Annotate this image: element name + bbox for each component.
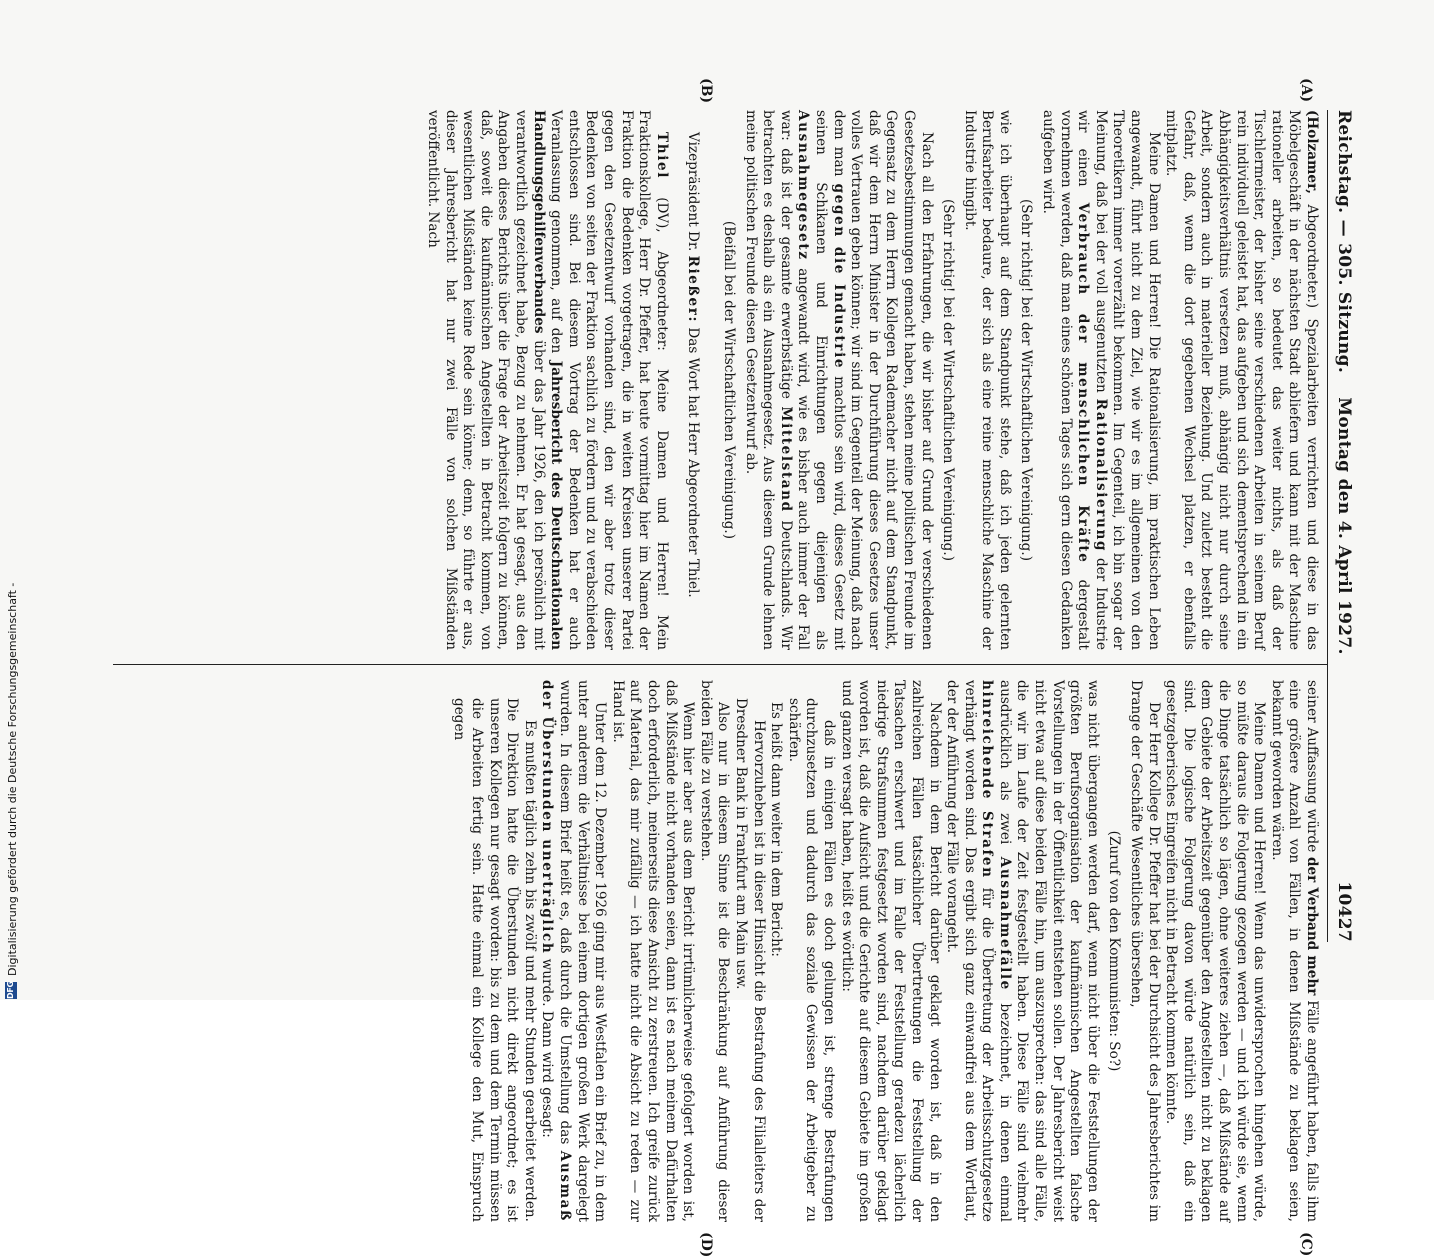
margin-letter-b: (B) bbox=[698, 78, 714, 104]
interjection: (Beifall bei der Wirtschaftlichen Vereinigung.) bbox=[721, 220, 737, 540]
president-title: Vizepräsident Dr. bbox=[685, 132, 702, 252]
paragraph-text: Unter dem 12. Dezember 1926 ging mir aus Westfalen ein Brief zu, in dem unter anderem die Verhältnisse bei einem dortigen großen Werk dargelegt wurden. In diesem Brief heißt es, daß durch die Umstellung das bbox=[557, 680, 609, 1222]
margin-letter-a: (A) bbox=[1298, 78, 1314, 103]
paragraph-text: seiner Auffassung würde bbox=[1304, 680, 1320, 853]
paragraph bbox=[1267, 680, 1320, 1222]
paragraph bbox=[741, 110, 935, 650]
speaker-name: Thiel bbox=[653, 132, 670, 179]
speaker-role: Abgeordneter.) bbox=[1304, 204, 1320, 309]
paragraph bbox=[943, 680, 1101, 1222]
page-number: 10427 bbox=[1334, 881, 1354, 942]
header-date: Montag den 4. April 1927. bbox=[1334, 397, 1354, 655]
paragraph bbox=[1039, 110, 1162, 650]
paragraph-text: dergestalt vornehmen werden, daß man eines schönen Tages sich gern diesen Gedanken aufgeben wird. bbox=[1040, 110, 1092, 650]
paragraph bbox=[538, 680, 608, 1222]
emphasis: der Verband mehr bbox=[1304, 856, 1320, 996]
interjection: (Zuruf von den Kommunisten: So?) bbox=[1106, 830, 1123, 1072]
paragraph-text: Das Wort hat Herr Abgeordneter Thiel. bbox=[685, 327, 702, 598]
paragraph: Also nur in diesem Sinne ist die Beschränkung auf Anführung dieser beiden Fälle zu verstehen. bbox=[697, 680, 732, 1222]
paragraph: Der Herr Kollege Dr. Pfeffer hat bei der Durchsicht des Jahresberichtes im Drange der Geschäfte Wesentliches übersehen, bbox=[1128, 680, 1162, 1222]
paragraph-text: der Industrie wir einen bbox=[1075, 110, 1109, 651]
credit-text: Digitalisierung gefördert durch die Deutsche Forschungsgemeinschaft - bbox=[6, 582, 19, 976]
paragraph-text: wurde. Dann wird gesagt: bbox=[539, 958, 556, 1138]
paragraph-text: machtlos sein wird, dieses Gesetz mit seinen Schikanen und Einrichtungen gegen diejenigen als bbox=[812, 110, 847, 650]
quote: Es mußten täglich zehn bis zwölf und mehr Stunden gearbeitet werden. Die Direktion hatte die Überstunden nicht direkt angeordnet; es ist unseren Kollegen nur gesagt worden: bis zu dem und dem Termin müssen die Arbeiten fertig sein. Hatte einmal ein Kollege den Mut, Einspruch gegen bbox=[451, 698, 538, 1222]
paragraph: Meine Damen und Herren! Wenn das unwidersprochen hingehen würde, so müßte daraus die Folgerung gezogen werden — und ich würde sie, wenn die Dinge tatsächlich so lägen, ohne weiteres ziehen —, daß Mißstände auf dem Gebiete der Arbeitszeit gegenüber den Angestellten nicht zu beklagen sind. Die logische Folgerung davon würde natürlich sein, daß ein gesetzgeberisches Eingreifen nicht in Betracht kommen könnte. bbox=[1163, 680, 1268, 1222]
margin-letter-d: (D) bbox=[698, 1232, 714, 1257]
quote: daß in einigen Fällen es doch gelungen ist, strenge Bestrafungen durchzusetzen und dadurch das soziale Gewissen der Arbeitgeber zu schärfen. bbox=[785, 698, 837, 1222]
paragraph bbox=[684, 110, 702, 650]
emphasis: Mittelstand bbox=[777, 406, 794, 513]
emphasis: Verbrauch der menschlichen Kräfte bbox=[1075, 202, 1092, 564]
emphasis: Ausnahmegesetz bbox=[795, 110, 812, 261]
paragraph-text: Nach all den Erfahrungen, die wir bisher auf Grund der verschiedenen Gesetzesbestimmungen gemacht haben, stehen meine politischen Freunde im Gegensatz zu dem Herrn Kollegen Rademacher nicht auf dem Standpunkt, daß wir dem Herrn Minister in der Durchführung dieses Gesetzes unser volles Vertrauen geben können; wir sind im Gegenteil der Meinung, daß nach dem man bbox=[830, 110, 935, 650]
paragraph-text: (DV), Abgeordneter: Meine Damen und Herren! Mein Fraktionskollege, Herr Dr. Pfeffer, hat heute vormittag hier im Namen der Fraktion die Bedenken vorgetragen, die in weiten Kreisen unserer Partei gegen den Gesetzentwurf vorhanden sind, den wir aber trotz dieser Bedenken von seiten der Fraktion sachlich zu fördern und zu verabschieden entschlossen sind. Bei diesem Vortrag der Bedenken hat er auch Veranlassung genommen, auf den bbox=[548, 110, 670, 651]
paragraph-text: über das Jahr 1926, den ich persönlich mit verantwortlich gezeichnet habe, Bezug zu nehmen. Er hat gesagt, aus den Angaben dieses Berichts über die Frage der Arbeitszeit folgern zu können, daß, soweit die kaufmännischen Angestellten in Betracht kommen, von wesentlichen Mißständen keine Rede sein könne; denn, so führte er aus, dieser Jahresbericht hat nur zwei Fälle von solchen Mißständen veröffentlicht. Nach bbox=[425, 110, 547, 650]
paragraph-text: was nicht übergangen werden darf, wenn nicht über die Feststellungen der größten Berufsorganisation der kaufmännischen Angestellten falsche Vorstellungen in der Öffentlichkeit entstehen sollen. Der Jahresbericht weist nicht etwa auf diese beiden Fälle hin, um auszusprechen: das sind alle Fälle, die wir im Laufe der Zeit festgestellt haben. Diese Fälle sind vielmehr ausdrücklich als zwei bbox=[996, 680, 1101, 1222]
paragraph-text: Deutschlands. Wir betrachten es deshalb als ein Ausnahmegesetz. Aus diesem Grunde lehnen meine politischen Freunde diesen Gesetzentwurf ab. bbox=[742, 110, 794, 651]
emphasis: Jahresbericht des Deutschnationalen Handlungsgehilfenverbandes bbox=[530, 110, 565, 651]
column-divider bbox=[113, 664, 1328, 665]
paragraph-text: Fälle angeführt haben, falls ihm eine größere Anzahl von Fällen, in denen Mißstände zu beklagen seien, bekannt geworden wären. bbox=[1268, 680, 1320, 1223]
president-name: Rießer: bbox=[685, 255, 702, 324]
emphasis: Ausmaß der Überstunden unerträglich bbox=[539, 680, 574, 1222]
paragraph: wie ich überhaupt auf dem Standpunkt stehe, daß ich jeden gelernten Berufsarbeiter bedaure, der sich als eine reine menschliche Maschine der Industrie hingibt. bbox=[961, 110, 1013, 650]
paragraph-text: Spezialarbeiten verrichten und diese in das Möbelgeschäft in der nächsten Stadt abliefern und kann mit der Maschine rationeller arbeiten, so bedeutet das weiter nichts, als daß der Tischlermeister, der bisher seine verschiedenen Arbeiten in seinem Beruf rein individuell geleistet hat, das aufgeben und sich dementsprechend in ein Abhängigkeitsverhältnis versetzen muß, abhängig nicht nur durch seine Arbeit, sondern auch in materieller Beziehung. Und zuletzt besteht die Gefahr, daß, wenn die dort gegebenen Wechsel platzen, er ebenfalls mitplatzt. bbox=[1163, 110, 1320, 651]
interjection: (Sehr richtig! bei der Wirtschaftlichen Vereinigung.) bbox=[1018, 198, 1035, 562]
digitization-credit bbox=[0, 0, 26, 1000]
paragraph-text: Meine Damen und Herren! Die Rationalisierung, im praktischen Leben angewandt, führt nicht zu dem Ziel, wie wir es im allgemeinen von den Theoretikern immer vorerzählt bekommen. Im Gegenteil, ich bin sogar der Meinung, daß bei der voll ausgenutzten bbox=[1092, 110, 1162, 650]
emphasis: hinreichende Strafen bbox=[979, 680, 996, 879]
speaker-name: (Holzamer, bbox=[1304, 110, 1320, 194]
margin-letter-c: (C) bbox=[1298, 1232, 1314, 1257]
paragraph bbox=[424, 110, 670, 650]
dfg-logo: DFG bbox=[6, 981, 15, 999]
interjection: (Sehr richtig! bei der Wirtschaftlichen Vereinigung.) bbox=[940, 198, 957, 562]
paragraph: Nachdem in dem Bericht darüber geklagt worden ist, daß in den zahlreichen Fällen tatsächlicher Übertretungen die Feststellung der Tatsachen erschwert und im Falle der Feststellung geradezu lächerlich niedrige Strafsummen festgesetzt worden sind, nachdem darüber geklagt worden ist, daß die Aufsicht und die Gerichte auf diesem Gebiete im großen und ganzen versagt haben, heißt es wörtlich: bbox=[838, 680, 943, 1222]
paragraph: Es heißt dann weiter in dem Bericht: bbox=[768, 702, 785, 957]
emphasis: Ausnahmefälle bbox=[996, 856, 1013, 991]
paragraph-text: für die Übertretung der Arbeitsschutzgesetze verhängt worden sind. Das ergibt sich ganz einwandfrei aus dem Wortlaut, der der Anführung der Fälle vorangeht. bbox=[944, 680, 996, 1222]
paragraph-text: bezeichnet, in denen einmal bbox=[996, 1003, 1013, 1222]
header-rule bbox=[1327, 110, 1328, 942]
left-column bbox=[424, 110, 1321, 650]
emphasis: Rationalisierung bbox=[1092, 398, 1109, 553]
page-header bbox=[1332, 110, 1354, 942]
paragraph bbox=[1162, 110, 1320, 650]
paragraph-text: angewandt wird, wie es bisher auch immer der Fall war: daß ist der gesamte erwerbstätige bbox=[777, 110, 812, 650]
header-session: Reichstag. — 305. Sitzung. bbox=[1334, 110, 1354, 374]
quote: Hervorzuheben ist in dieser Hinsicht die Bestrafung des Filialleiters der Dresdner Bank in Frankfurt am Main usw. bbox=[733, 698, 767, 1222]
emphasis: gegen die Industrie bbox=[830, 183, 847, 370]
paragraph: Wenn hier aber aus dem Bericht irrtümlicherweise gefolgert worden ist, daß Mißstände nicht vorhanden seien, dann ist es nach meinem Dafürhalten doch erforderlich, meinerseits diese Ansicht zu zerstreuen. Ich greife zurück auf Material, das mir zufällig — ich hatte nicht die Absicht zu reden — zur Hand ist. bbox=[609, 680, 697, 1222]
right-column bbox=[450, 680, 1320, 1222]
